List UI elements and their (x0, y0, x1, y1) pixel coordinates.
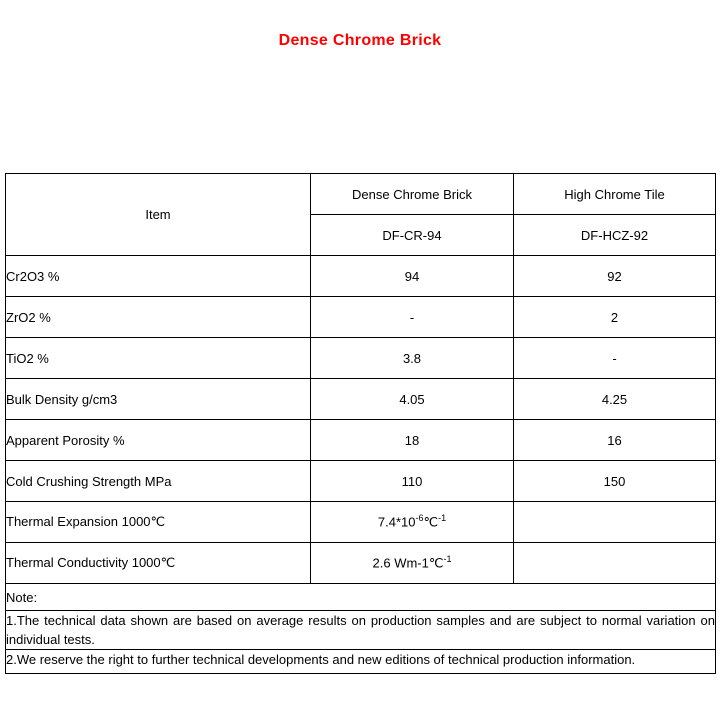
row-value-2: 16 (514, 420, 716, 461)
row-label: TiO2 % (6, 338, 311, 379)
table-row (6, 297, 716, 338)
row-value-1: 110 (311, 461, 514, 502)
spec-table-container (5, 173, 715, 674)
table-row (6, 338, 716, 379)
note-heading-row (6, 584, 716, 611)
header-product-1-name: Dense Chrome Brick (311, 174, 514, 215)
header-product-2-name: High Chrome Tile (514, 174, 716, 215)
row-value-2 (514, 502, 716, 543)
table-row (6, 379, 716, 420)
table-row (6, 502, 716, 543)
note-line-1: 1.The technical data shown are based on average results on production samples and are subject to normal variation on individual tests. (6, 611, 716, 650)
row-value-2: 2 (514, 297, 716, 338)
table-row (6, 461, 716, 502)
header-product-2-code: DF-HCZ-92 (514, 215, 716, 256)
table-row (6, 543, 716, 584)
row-label: Thermal Expansion 1000℃ (6, 502, 311, 543)
note-row (6, 650, 716, 674)
note-line-2: 2.We reserve the right to further technical developments and new editions of technical production information. (6, 650, 716, 674)
row-value-2 (514, 543, 716, 584)
page-title: Dense Chrome Brick (278, 32, 442, 49)
row-label: Bulk Density g/cm3 (6, 379, 311, 420)
row-label: Thermal Conductivity 1000℃ (6, 543, 311, 584)
header-item-cell: Item (6, 174, 311, 256)
note-row (6, 611, 716, 650)
row-label: Cr2O3 % (6, 256, 311, 297)
row-label: ZrO2 % (6, 297, 311, 338)
row-label: Cold Crushing Strength MPa (6, 461, 311, 502)
row-value-1: $7.4*10^{-6}℃^{-1}$ (311, 502, 514, 543)
note-heading: Note: (6, 584, 716, 611)
row-value-2: - (514, 338, 716, 379)
row-value-2: 4.25 (514, 379, 716, 420)
row-value-1: 18 (311, 420, 514, 461)
row-value-2: 150 (514, 461, 716, 502)
row-value-1: 4.05 (311, 379, 514, 420)
row-value-1: - (311, 297, 514, 338)
table-row (6, 420, 716, 461)
row-value-1: 2.6 Wm-1℃$^{-1}$ (311, 543, 514, 584)
table-header-row (6, 174, 716, 215)
row-value-1: 94 (311, 256, 514, 297)
row-value-1: 3.8 (311, 338, 514, 379)
table-row (6, 256, 716, 297)
header-product-1-code: DF-CR-94 (311, 215, 514, 256)
row-label: Apparent Porosity % (6, 420, 311, 461)
spec-table (5, 173, 716, 674)
row-value-2: 92 (514, 256, 716, 297)
